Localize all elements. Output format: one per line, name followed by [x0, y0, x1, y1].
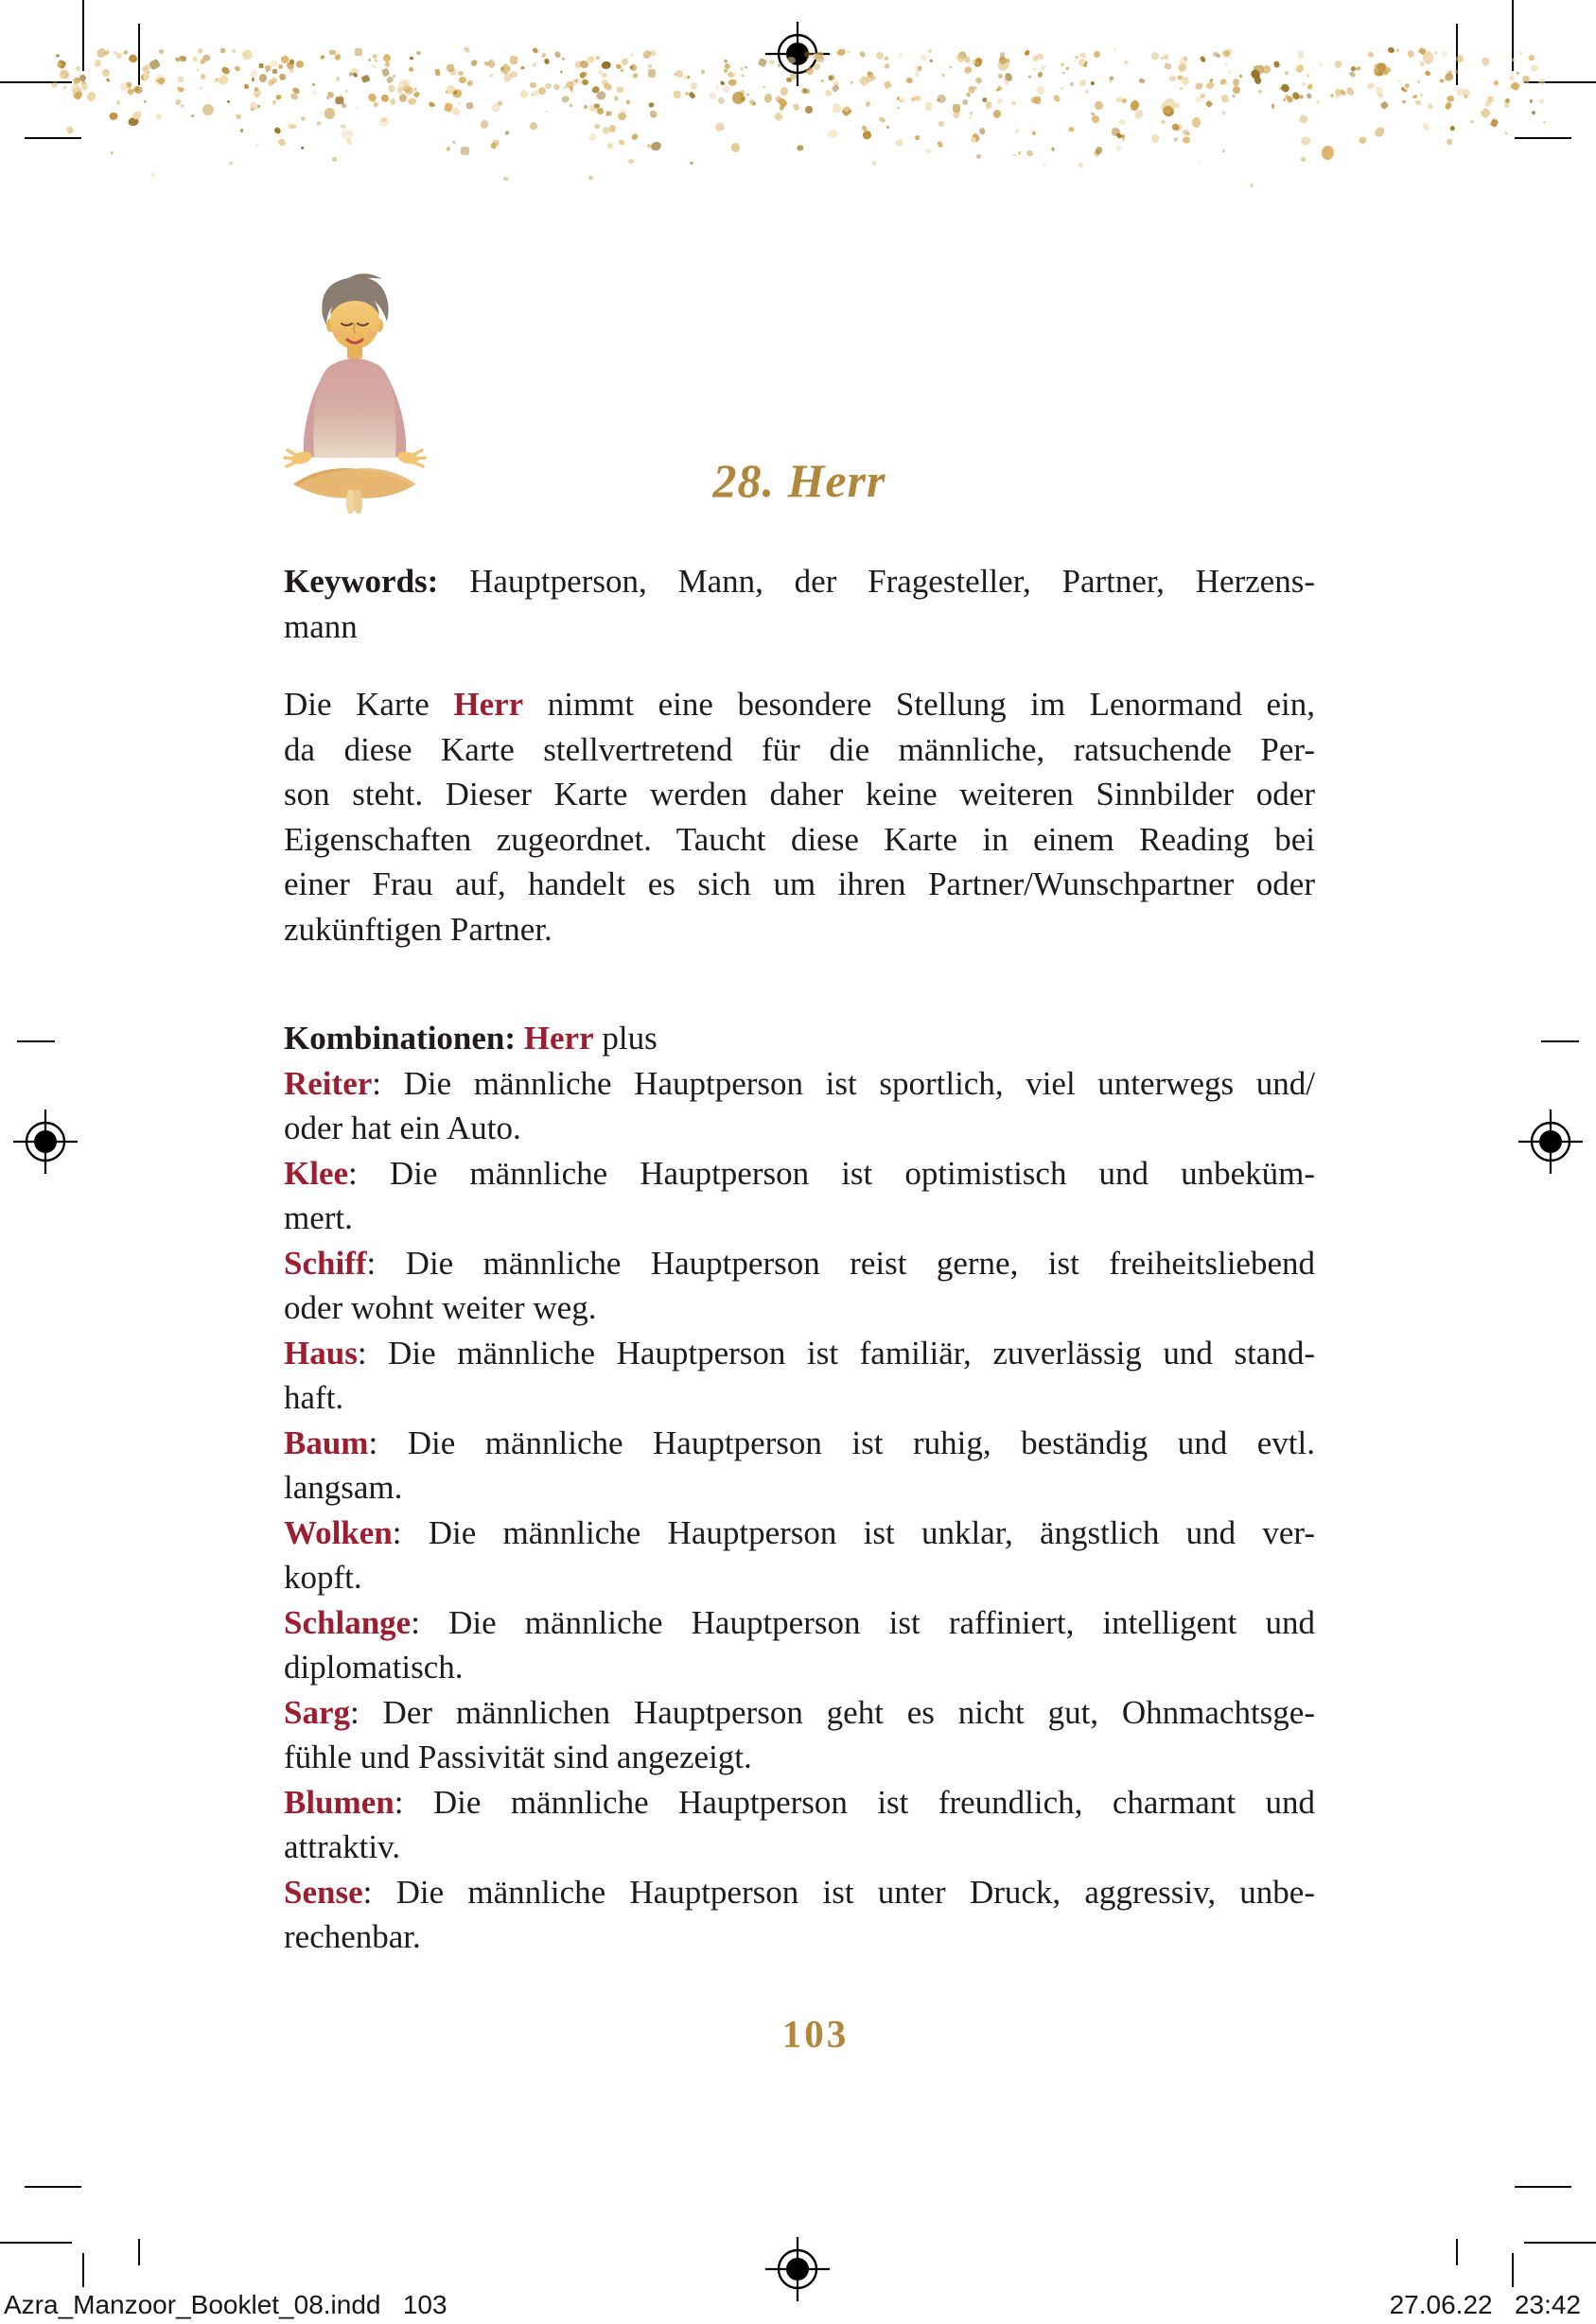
combinations-list: [284, 1016, 1315, 1960]
text-line: Wolken: Die männliche Hauptperson ist unklar, ängstlich und ver-: [284, 1513, 1315, 1551]
text-line: son steht. Dieser Karte werden daher keine weiteren Sinnbilder oder: [284, 776, 1315, 813]
text-line: Keywords: Hauptperson, Mann, der Fragesteller, Partner, Herzens-: [284, 563, 1315, 600]
text-line: Haus: Die männliche Hauptperson ist familiär, zuverlässig und stand-: [284, 1334, 1315, 1372]
page-title: 28. Herr: [712, 454, 886, 507]
text-line: Sense: Die männliche Hauptperson ist unter Druck, aggressiv, unbe-: [284, 1873, 1315, 1911]
text-line: Blumen: Die männliche Hauptperson ist freundlich, charmant und: [284, 1783, 1315, 1821]
footer-filename: Azra_Manzoor_Booklet_08.indd 103: [4, 2290, 447, 2319]
text-line: zukünftigen Partner.: [284, 910, 552, 948]
text-line: attraktiv.: [284, 1828, 401, 1865]
text-line: fühle und Passivität sind angezeigt.: [284, 1739, 752, 1775]
page-number: 103: [781, 2012, 850, 2055]
text-line: mert.: [284, 1199, 353, 1236]
text-line: Kombinationen: Herr plus: [284, 1020, 658, 1057]
keywords-paragraph: [284, 559, 1315, 649]
text-line: mann: [284, 607, 358, 645]
text-line: diplomatisch.: [284, 1649, 464, 1686]
footer-timestamp: 27.06.22 23:42: [1389, 2290, 1581, 2319]
registration-mark-icon: [765, 2237, 830, 2301]
text-line: oder hat ein Auto.: [284, 1110, 521, 1146]
text-line: Sarg: Der männlichen Hauptperson geht es nicht gut, Ohnmachtsge-: [284, 1693, 1315, 1731]
text-line: kopft.: [284, 1559, 362, 1596]
text-line: Klee: Die männliche Hauptperson ist optimistisch und unbeküm-: [284, 1154, 1315, 1192]
text-line: Reiter: Die männliche Hauptperson ist sportlich, viel unterwegs und/: [284, 1064, 1315, 1102]
registration-mark-icon: [1518, 1110, 1583, 1174]
text-line: Eigenschaften zugeordnet. Taucht diese Karte in einem Reading bei: [284, 820, 1315, 858]
intro-paragraph: [284, 682, 1315, 952]
text-line: da diese Karte stellvertretend für die männliche, ratsuchende Per-: [284, 730, 1315, 768]
text-line: Schlange: Die männliche Hauptperson ist raffiniert, intelligent und: [284, 1603, 1315, 1641]
text-line: Schiff: Die männliche Hauptperson reist gerne, ist freiheitsliebend: [284, 1244, 1315, 1282]
text-line: langsam.: [284, 1469, 403, 1506]
registration-mark-icon: [13, 1110, 78, 1174]
text-line: einer Frau auf, handelt es sich um ihren Partner/Wunschpartner oder: [284, 865, 1315, 902]
text-line: oder wohnt weiter weg.: [284, 1289, 597, 1326]
text-line: Die Karte Herr nimmt eine besondere Stellung im Lenormand ein,: [284, 686, 1315, 723]
text-line: Baum: Die männliche Hauptperson ist ruhig, beständig und evtl.: [284, 1424, 1315, 1461]
text-line: haft.: [284, 1379, 344, 1416]
text-line: rechenbar.: [284, 1918, 421, 1955]
gold-glitter-band: [52, 47, 1544, 159]
